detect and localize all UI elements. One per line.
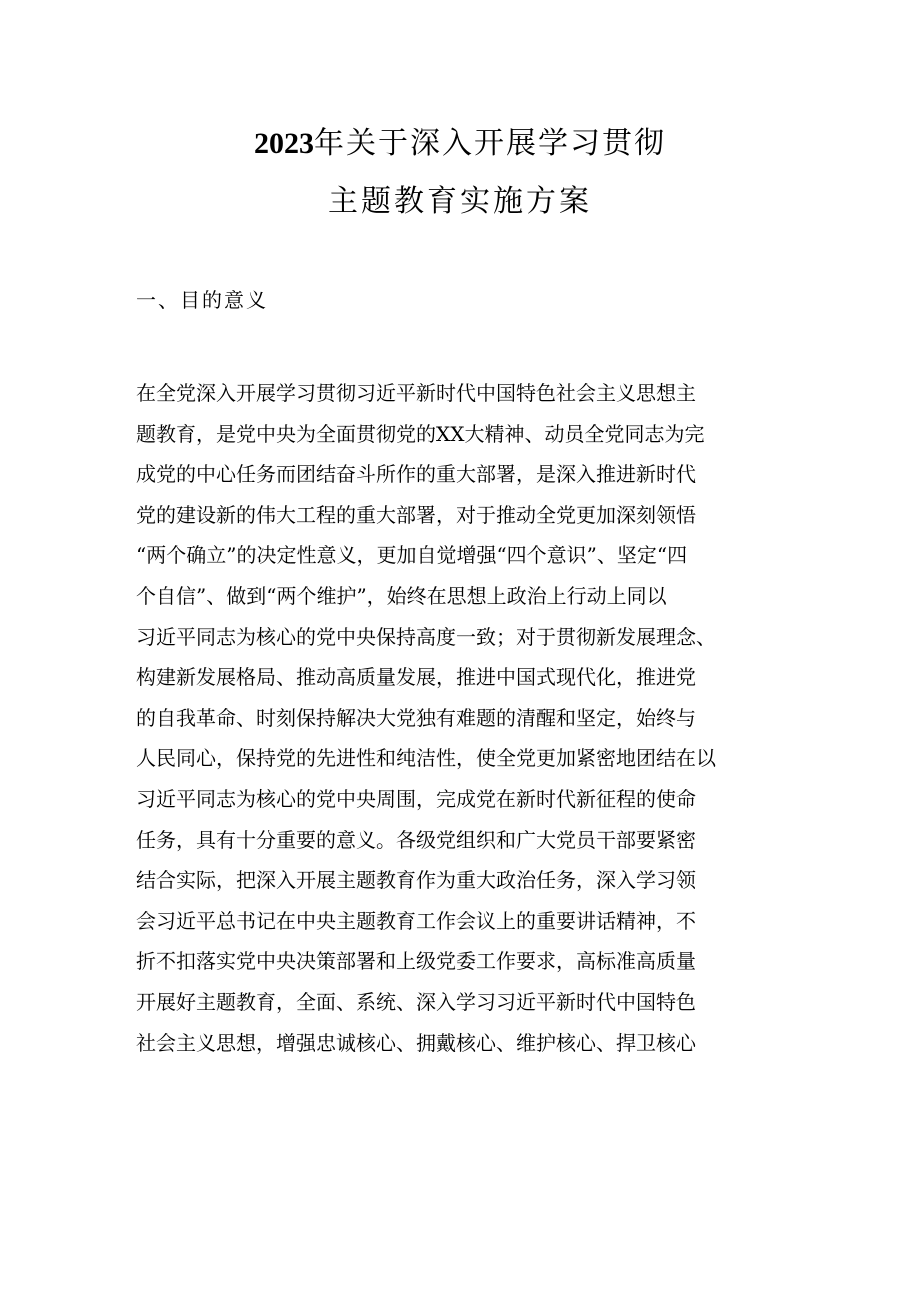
- paragraph-line: “两个确立”的决定性意义，更加自觉增强“四个意识”、坚定“四: [136, 543, 688, 568]
- paragraph-line: 折不扣落实党中央决策部署和上级党委工作要求，高标准高质量: [136, 949, 696, 974]
- paragraph-line: 会习近平总书记在中央主题教育工作会议上的重要讲话精神，不: [136, 908, 696, 933]
- title-line-1-text: 年关于深入开展学习贯彻: [314, 126, 666, 161]
- paragraph-line: 构建新发展格局、推动高质量发展，推进中国式现代化，推进党: [136, 665, 696, 690]
- paragraph-line: 的自我革命、时刻保持解决大党独有难题的清醒和坚定，始终与: [136, 705, 696, 730]
- paragraph-line: 党的建设新的伟大工程的重大部署，对于推动全党更加深刻领悟: [136, 502, 696, 527]
- paragraph-line: 题教育，是党中央为全面贯彻党的XX大精神、动员全党同志为完: [136, 421, 705, 446]
- paragraph-line: 人民同心，保持党的先进性和纯洁性，使全党更加紧密地团结在以: [136, 746, 716, 771]
- paragraph-line: 习近平同志为核心的党中央保持高度一致；对于贯彻新发展理念、: [136, 624, 716, 649]
- paragraph-line: 开展好主题教育，全面、系统、深入学习习近平新时代中国特色: [136, 989, 696, 1014]
- section-heading: 一、目的意义: [136, 288, 268, 312]
- title-year: 2023: [254, 127, 314, 160]
- body-paragraph: [136, 373, 796, 1063]
- paragraph-line: 习近平同志为核心的党中央周围，完成党在新时代新征程的使命: [136, 786, 696, 811]
- paragraph-line: 在全党深入开展学习贯彻习近平新时代中国特色社会主义思想主: [136, 381, 696, 405]
- document-title-line-2: 主题教育实施方案: [328, 184, 592, 219]
- paragraph-line: 任务，具有十分重要的意义。各级党组织和广大党员干部要紧密: [136, 827, 696, 852]
- document-title-line-1: [0, 118, 920, 162]
- paragraph-line: 社会主义思想，增强忠诚核心、拥戴核心、维护核心、捍卫核心: [136, 1030, 696, 1055]
- paragraph-line: 成党的中心任务而团结奋斗所作的重大部署，是深入推进新时代: [136, 462, 696, 487]
- paragraph-line: 结合实际，把深入开展主题教育作为重大政治任务，深入学习领: [136, 868, 696, 893]
- paragraph-line: 个自信”、做到“两个维护”，始终在思想上政治上行动上同以: [136, 583, 667, 608]
